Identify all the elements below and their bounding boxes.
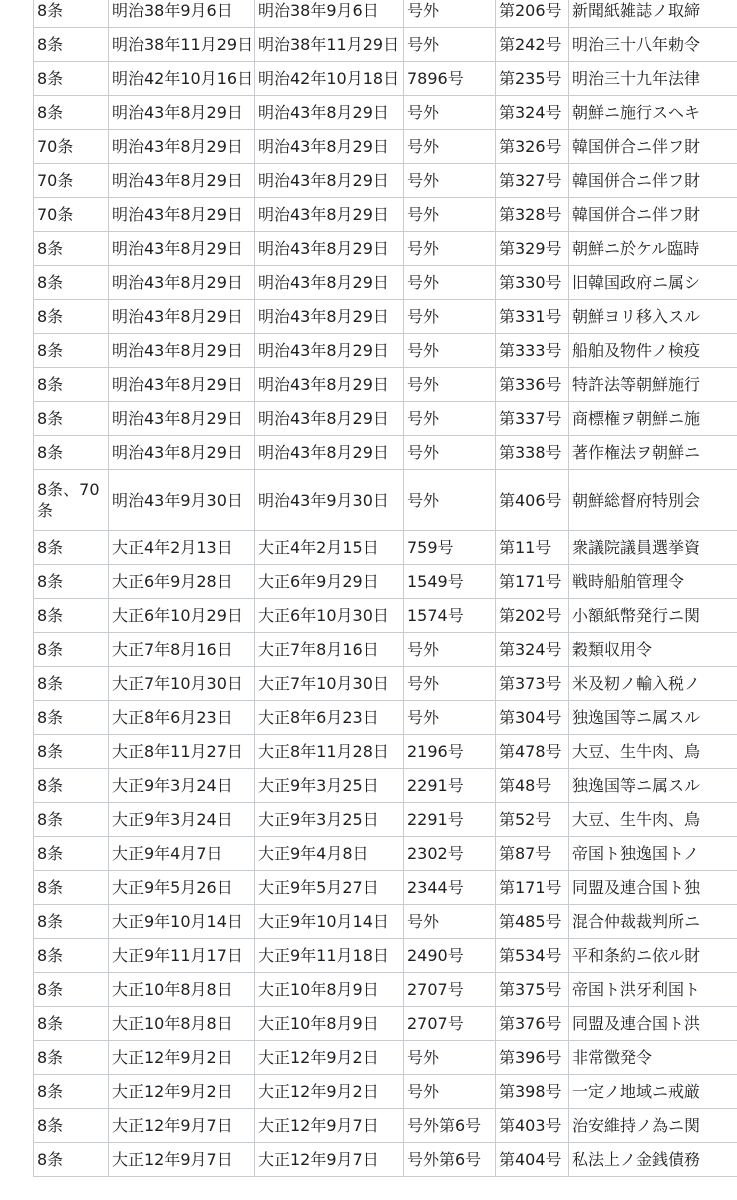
table-row [34, 633, 737, 667]
gazette-issue-cell: 号外 [404, 701, 496, 735]
table-row [34, 198, 737, 232]
article-cell: 8条 [34, 905, 109, 939]
gazette-issue-cell: 2302号 [404, 837, 496, 871]
gazette-issue-cell: 号外 [404, 368, 496, 402]
gazette-issue-cell: 号外 [404, 633, 496, 667]
gazette-issue-cell: 号外 [404, 0, 496, 28]
ordinance-title-cell: 朝鮮ニ施行スヘキ [569, 96, 737, 130]
article-cell: 8条 [34, 633, 109, 667]
article-cell: 8条 [34, 1075, 109, 1109]
gazette-issue-cell: 759号 [404, 531, 496, 565]
table-row [34, 837, 737, 871]
article-cell: 8条 [34, 1109, 109, 1143]
ordinance-title-cell: 大豆、生牛肉、鳥 [569, 735, 737, 769]
ordinance-title-cell: 衆議院議員選挙資 [569, 531, 737, 565]
ordinance-title-cell: 戦時船舶管理令 [569, 565, 737, 599]
table-row [34, 1075, 737, 1109]
ordinance-number-cell: 第324号 [496, 633, 569, 667]
article-cell: 8条 [34, 531, 109, 565]
ordinance-number-cell: 第403号 [496, 1109, 569, 1143]
publication-date-cell: 大正6年9月29日 [255, 565, 404, 599]
publication-date-cell: 明治43年8月29日 [255, 334, 404, 368]
promulgation-date-cell: 明治43年8月29日 [109, 198, 255, 232]
article-cell: 8条 [34, 565, 109, 599]
promulgation-date-cell: 大正6年10月29日 [109, 599, 255, 633]
publication-date-cell: 大正12年9月2日 [255, 1075, 404, 1109]
gazette-issue-cell: 号外第6号 [404, 1109, 496, 1143]
ordinance-number-cell: 第534号 [496, 939, 569, 973]
gazette-issue-cell: 号外 [404, 266, 496, 300]
promulgation-date-cell: 明治43年8月29日 [109, 130, 255, 164]
publication-date-cell: 大正12年9月7日 [255, 1143, 404, 1177]
ordinance-number-cell: 第406号 [496, 470, 569, 531]
ordinance-number-cell: 第333号 [496, 334, 569, 368]
table-row [34, 334, 737, 368]
table-row [34, 436, 737, 470]
table-row [34, 300, 737, 334]
ordinance-number-cell: 第478号 [496, 735, 569, 769]
publication-date-cell: 明治43年8月29日 [255, 402, 404, 436]
article-cell: 8条 [34, 599, 109, 633]
promulgation-date-cell: 大正12年9月2日 [109, 1075, 255, 1109]
article-cell: 8条 [34, 871, 109, 905]
gazette-issue-cell: 号外 [404, 436, 496, 470]
publication-date-cell: 大正9年3月25日 [255, 769, 404, 803]
publication-date-cell: 大正6年10月30日 [255, 599, 404, 633]
gazette-issue-cell: 2707号 [404, 1007, 496, 1041]
ordinance-title-cell: 帝国ト独逸国トノ [569, 837, 737, 871]
ordinance-title-cell: 混合仲裁裁判所ニ [569, 905, 737, 939]
ordinance-number-cell: 第337号 [496, 402, 569, 436]
table-row [34, 130, 737, 164]
ordinance-number-cell: 第235号 [496, 62, 569, 96]
ordinance-title-cell: 米及籾ノ輸入税ノ [569, 667, 737, 701]
gazette-issue-cell: 号外 [404, 1041, 496, 1075]
ordinance-title-cell: 小額紙幣発行ニ関 [569, 599, 737, 633]
article-cell: 8条 [34, 300, 109, 334]
gazette-issue-cell: 号外 [404, 198, 496, 232]
gazette-issue-cell: 7896号 [404, 62, 496, 96]
ordinance-number-cell: 第324号 [496, 96, 569, 130]
ordinance-number-cell: 第398号 [496, 1075, 569, 1109]
ordinance-number-cell: 第202号 [496, 599, 569, 633]
ordinance-title-cell: 非常徴発令 [569, 1041, 737, 1075]
ordinance-title-cell: 船舶及物件ノ検疫 [569, 334, 737, 368]
article-cell: 8条 [34, 334, 109, 368]
table-body [34, 0, 737, 1177]
gazette-issue-cell: 1549号 [404, 565, 496, 599]
gazette-issue-cell: 号外 [404, 300, 496, 334]
article-cell: 8条 [34, 62, 109, 96]
promulgation-date-cell: 大正10年8月8日 [109, 1007, 255, 1041]
table-row [34, 531, 737, 565]
ordinance-number-cell: 第376号 [496, 1007, 569, 1041]
article-cell: 8条 [34, 735, 109, 769]
ordinance-number-cell: 第330号 [496, 266, 569, 300]
promulgation-date-cell: 明治43年8月29日 [109, 164, 255, 198]
article-cell: 8条 [34, 402, 109, 436]
ordinance-title-cell: 朝鮮ヨリ移入スル [569, 300, 737, 334]
ordinance-number-cell: 第326号 [496, 130, 569, 164]
publication-date-cell: 大正7年10月30日 [255, 667, 404, 701]
article-cell: 8条 [34, 803, 109, 837]
promulgation-date-cell: 大正8年11月27日 [109, 735, 255, 769]
promulgation-date-cell: 明治43年8月29日 [109, 436, 255, 470]
table-row [34, 803, 737, 837]
gazette-issue-cell: 号外 [404, 667, 496, 701]
ordinance-number-cell: 第336号 [496, 368, 569, 402]
article-cell: 8条 [34, 28, 109, 62]
ordinance-number-cell: 第304号 [496, 701, 569, 735]
promulgation-date-cell: 明治43年8月29日 [109, 266, 255, 300]
article-cell: 8条 [34, 837, 109, 871]
table-row [34, 701, 737, 735]
gazette-issue-cell: 1574号 [404, 599, 496, 633]
promulgation-date-cell: 大正12年9月7日 [109, 1143, 255, 1177]
publication-date-cell: 大正9年10月14日 [255, 905, 404, 939]
ordinance-number-cell: 第375号 [496, 973, 569, 1007]
promulgation-date-cell: 大正12年9月2日 [109, 1041, 255, 1075]
ordinance-number-cell: 第242号 [496, 28, 569, 62]
ordinance-title-cell: 大豆、生牛肉、鳥 [569, 803, 737, 837]
publication-date-cell: 大正10年8月9日 [255, 1007, 404, 1041]
ordinance-title-cell: 穀類収用令 [569, 633, 737, 667]
table-row [34, 599, 737, 633]
ordinance-title-cell: 韓国併合ニ伴フ財 [569, 198, 737, 232]
table-row [34, 28, 737, 62]
publication-date-cell: 明治43年8月29日 [255, 300, 404, 334]
promulgation-date-cell: 大正9年4月7日 [109, 837, 255, 871]
publication-date-cell: 明治43年9月30日 [255, 470, 404, 531]
ordinance-number-cell: 第485号 [496, 905, 569, 939]
promulgation-date-cell: 大正12年9月7日 [109, 1109, 255, 1143]
table-row [34, 1041, 737, 1075]
gazette-issue-cell: 号外 [404, 232, 496, 266]
publication-date-cell: 明治43年8月29日 [255, 232, 404, 266]
promulgation-date-cell: 大正8年6月23日 [109, 701, 255, 735]
promulgation-date-cell: 大正10年8月8日 [109, 973, 255, 1007]
publication-date-cell: 大正10年8月9日 [255, 973, 404, 1007]
article-cell: 8条 [34, 667, 109, 701]
article-cell: 8条 [34, 266, 109, 300]
ordinance-number-cell: 第52号 [496, 803, 569, 837]
article-cell: 70条 [34, 164, 109, 198]
ordinance-title-cell: 商標権ヲ朝鮮ニ施 [569, 402, 737, 436]
table-row [34, 368, 737, 402]
promulgation-date-cell: 大正7年8月16日 [109, 633, 255, 667]
gazette-issue-cell: 2344号 [404, 871, 496, 905]
gazette-issue-cell: 2490号 [404, 939, 496, 973]
table-row [34, 1143, 737, 1177]
ordinance-number-cell: 第171号 [496, 871, 569, 905]
publication-date-cell: 大正9年11月18日 [255, 939, 404, 973]
ordinance-title-cell: 韓国併合ニ伴フ財 [569, 164, 737, 198]
ordinance-title-cell: 同盟及連合国ト洪 [569, 1007, 737, 1041]
table-row [34, 871, 737, 905]
table-row [34, 470, 737, 531]
emergency-ordinance-table [33, 0, 737, 1177]
ordinance-number-cell: 第327号 [496, 164, 569, 198]
gazette-issue-cell: 号外 [404, 164, 496, 198]
ordinance-number-cell: 第171号 [496, 565, 569, 599]
table-row [34, 973, 737, 1007]
table-row [34, 96, 737, 130]
article-cell: 8条 [34, 0, 109, 28]
promulgation-date-cell: 大正9年10月14日 [109, 905, 255, 939]
promulgation-date-cell: 明治38年9月6日 [109, 0, 255, 28]
ordinance-number-cell: 第373号 [496, 667, 569, 701]
ordinance-title-cell: 治安維持ノ為ニ関 [569, 1109, 737, 1143]
table-row [34, 402, 737, 436]
ordinance-number-cell: 第338号 [496, 436, 569, 470]
ordinance-title-cell: 帝国ト洪牙利国ト [569, 973, 737, 1007]
promulgation-date-cell: 明治43年8月29日 [109, 334, 255, 368]
gazette-issue-cell: 号外 [404, 905, 496, 939]
article-cell: 8条 [34, 769, 109, 803]
promulgation-date-cell: 大正9年3月24日 [109, 803, 255, 837]
gazette-issue-cell: 号外第6号 [404, 1143, 496, 1177]
article-cell: 8条 [34, 701, 109, 735]
table-row [34, 266, 737, 300]
table-row [34, 939, 737, 973]
promulgation-date-cell: 大正9年3月24日 [109, 769, 255, 803]
table-row [34, 905, 737, 939]
ordinance-number-cell: 第404号 [496, 1143, 569, 1177]
ordinance-number-cell: 第329号 [496, 232, 569, 266]
publication-date-cell: 明治43年8月29日 [255, 164, 404, 198]
ordinance-title-cell: 私法上ノ金銭債務 [569, 1143, 737, 1177]
promulgation-date-cell: 大正4年2月13日 [109, 531, 255, 565]
ordinance-title-cell: 著作権法ヲ朝鮮ニ [569, 436, 737, 470]
ordinance-number-cell: 第11号 [496, 531, 569, 565]
ordinance-number-cell: 第331号 [496, 300, 569, 334]
article-cell: 8条 [34, 1007, 109, 1041]
ordinance-title-cell: 明治三十八年勅令 [569, 28, 737, 62]
gazette-issue-cell: 号外 [404, 402, 496, 436]
publication-date-cell: 大正8年6月23日 [255, 701, 404, 735]
ordinance-title-cell: 新聞紙雑誌ノ取締 [569, 0, 737, 28]
ordinance-title-cell: 朝鮮ニ於ケル臨時 [569, 232, 737, 266]
publication-date-cell: 大正8年11月28日 [255, 735, 404, 769]
publication-date-cell: 明治43年8月29日 [255, 198, 404, 232]
promulgation-date-cell: 明治43年8月29日 [109, 402, 255, 436]
ordinance-title-cell: 明治三十九年法律 [569, 62, 737, 96]
ordinance-number-cell: 第206号 [496, 0, 569, 28]
ordinance-title-cell: 一定ノ地域ニ戒厳 [569, 1075, 737, 1109]
publication-date-cell: 明治43年8月29日 [255, 266, 404, 300]
publication-date-cell: 大正9年4月8日 [255, 837, 404, 871]
gazette-issue-cell: 号外 [404, 334, 496, 368]
promulgation-date-cell: 明治43年8月29日 [109, 300, 255, 334]
table-row [34, 565, 737, 599]
table-row [34, 769, 737, 803]
ordinance-number-cell: 第396号 [496, 1041, 569, 1075]
promulgation-date-cell: 明治43年8月29日 [109, 368, 255, 402]
promulgation-date-cell: 明治43年9月30日 [109, 470, 255, 531]
gazette-issue-cell: 号外 [404, 470, 496, 531]
table-row [34, 735, 737, 769]
promulgation-date-cell: 大正9年5月26日 [109, 871, 255, 905]
publication-date-cell: 明治38年9月6日 [255, 0, 404, 28]
publication-date-cell: 明治42年10月18日 [255, 62, 404, 96]
gazette-issue-cell: 号外 [404, 28, 496, 62]
publication-date-cell: 明治43年8月29日 [255, 96, 404, 130]
article-cell: 70条 [34, 198, 109, 232]
ordinance-title-cell: 平和条約ニ依ル財 [569, 939, 737, 973]
table-row [34, 62, 737, 96]
ordinance-title-cell: 独逸国等ニ属スル [569, 701, 737, 735]
promulgation-date-cell: 明治43年8月29日 [109, 232, 255, 266]
ordinance-title-cell: 韓国併合ニ伴フ財 [569, 130, 737, 164]
promulgation-date-cell: 明治42年10月16日 [109, 62, 255, 96]
article-cell: 8条 [34, 939, 109, 973]
table-row [34, 1109, 737, 1143]
table-row [34, 1007, 737, 1041]
publication-date-cell: 明治38年11月29日 [255, 28, 404, 62]
gazette-issue-cell: 号外 [404, 130, 496, 164]
publication-date-cell: 大正7年8月16日 [255, 633, 404, 667]
gazette-issue-cell: 号外 [404, 96, 496, 130]
ordinance-title-cell: 特許法等朝鮮施行 [569, 368, 737, 402]
ordinance-title-cell: 同盟及連合国ト独 [569, 871, 737, 905]
gazette-issue-cell: 2291号 [404, 803, 496, 837]
article-cell: 8条 [34, 436, 109, 470]
table-row [34, 232, 737, 266]
ordinance-number-cell: 第87号 [496, 837, 569, 871]
article-cell: 8条 [34, 96, 109, 130]
publication-date-cell: 大正9年5月27日 [255, 871, 404, 905]
gazette-issue-cell: 号外 [404, 1075, 496, 1109]
ordinance-number-cell: 第48号 [496, 769, 569, 803]
publication-date-cell: 明治43年8月29日 [255, 436, 404, 470]
article-cell: 8条、70条 [34, 470, 109, 531]
table-row [34, 164, 737, 198]
publication-date-cell: 大正4年2月15日 [255, 531, 404, 565]
publication-date-cell: 明治43年8月29日 [255, 368, 404, 402]
table-row [34, 667, 737, 701]
article-cell: 8条 [34, 1041, 109, 1075]
publication-date-cell: 大正12年9月7日 [255, 1109, 404, 1143]
gazette-issue-cell: 2196号 [404, 735, 496, 769]
ordinance-number-cell: 第328号 [496, 198, 569, 232]
article-cell: 8条 [34, 973, 109, 1007]
ordinance-title-cell: 旧韓国政府ニ属シ [569, 266, 737, 300]
ordinance-title-cell: 独逸国等ニ属スル [569, 769, 737, 803]
table-row [34, 0, 737, 28]
promulgation-date-cell: 明治38年11月29日 [109, 28, 255, 62]
article-cell: 8条 [34, 1143, 109, 1177]
ordinance-title-cell: 朝鮮総督府特別会 [569, 470, 737, 531]
gazette-issue-cell: 2707号 [404, 973, 496, 1007]
article-cell: 8条 [34, 232, 109, 266]
article-cell: 8条 [34, 368, 109, 402]
article-cell: 70条 [34, 130, 109, 164]
promulgation-date-cell: 明治43年8月29日 [109, 96, 255, 130]
promulgation-date-cell: 大正9年11月17日 [109, 939, 255, 973]
publication-date-cell: 明治43年8月29日 [255, 130, 404, 164]
publication-date-cell: 大正9年3月25日 [255, 803, 404, 837]
gazette-issue-cell: 2291号 [404, 769, 496, 803]
promulgation-date-cell: 大正7年10月30日 [109, 667, 255, 701]
promulgation-date-cell: 大正6年9月28日 [109, 565, 255, 599]
publication-date-cell: 大正12年9月2日 [255, 1041, 404, 1075]
